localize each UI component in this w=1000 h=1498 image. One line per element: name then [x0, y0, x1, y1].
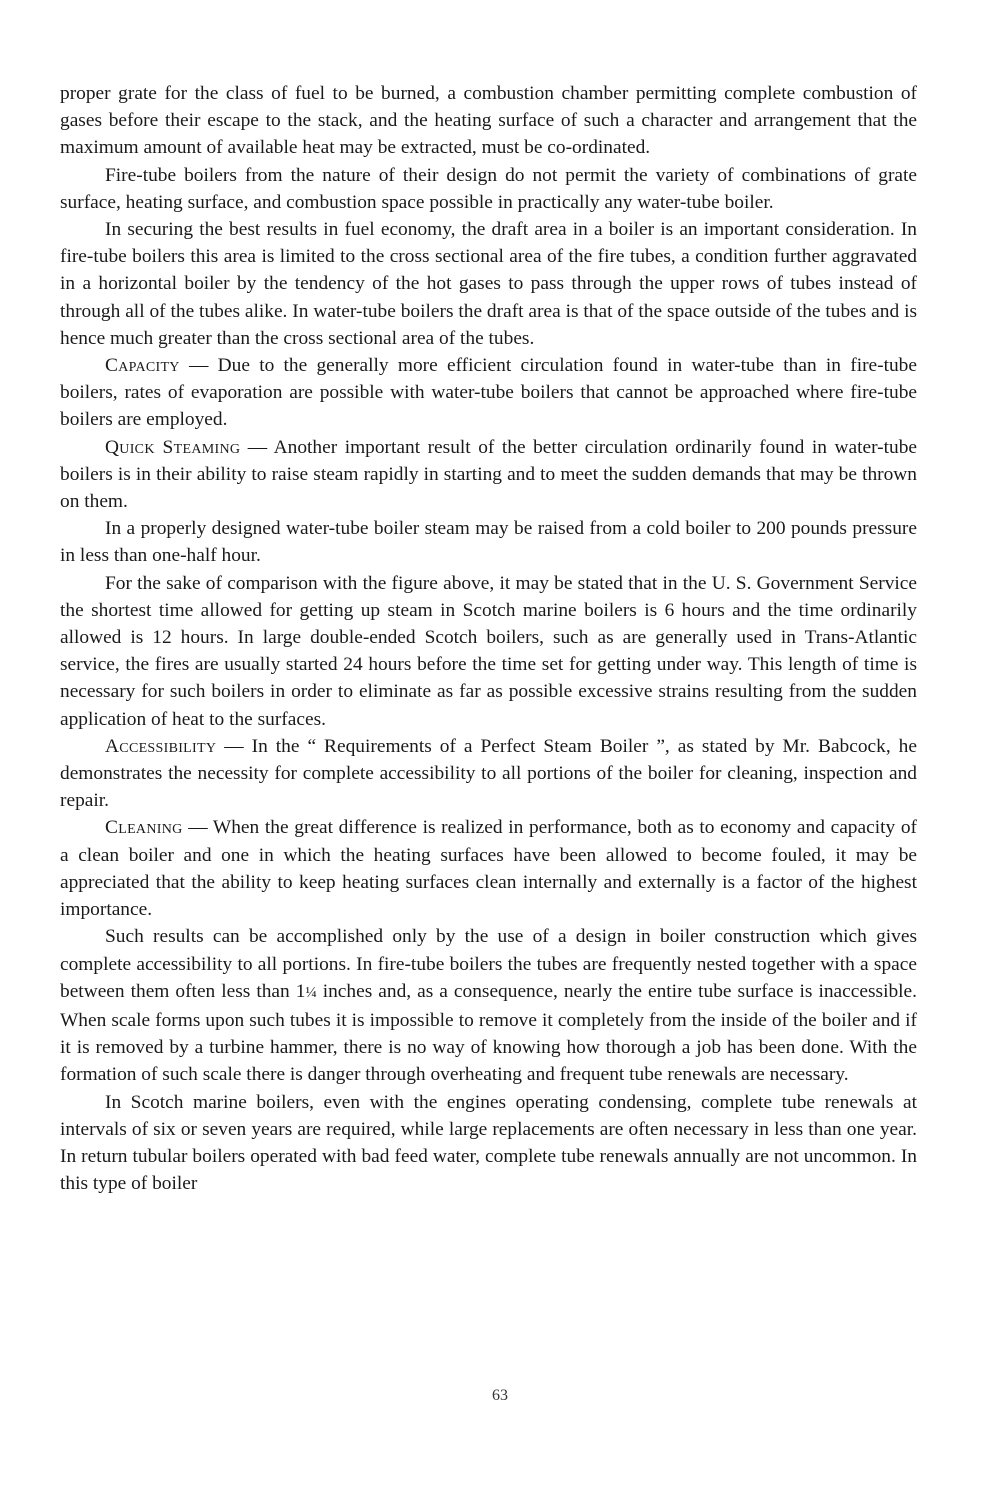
quick-steaming-text: — Another important result of the better circulation ordinarily found in water-tube boilers is in their ability to raise steam rapidly in starting and to meet the sudden demands that may be thrown on them. — [60, 436, 918, 513]
fraction-quarter: ¼ — [305, 984, 317, 1001]
paragraph-capacity — [60, 352, 917, 434]
paragraph-1 — [60, 80, 917, 162]
paragraph-3-text: In securing the best results in fuel economy, the draft area in a boiler is an important consideration. In fire-tube boilers this area is limited to the cross sectional area of the fire tubes, a condition further aggravated in a horizontal boiler by the tendency of the hot gases to pass through the upper rows of tubes instead of through all of the tubes alike. In water-tube boilers the draft area is that of the space outside of the tubes and is hence much greater than the cross sectional area of the tubes. — [60, 219, 917, 349]
capacity-heading: Capacity — [105, 355, 180, 377]
paragraph-cleaning — [60, 814, 917, 923]
cleaning-text: — When the great difference is realized in performance, both as to economy and capacity of a clean boiler and one in which the heating surfaces have been allowed to become fouled, it may be appreciated that the ability to keep heating surfaces clean internally and externally is a factor of the highest importance. — [60, 817, 917, 921]
body-text — [60, 80, 917, 1197]
cleaning-heading: Cleaning — [105, 817, 183, 839]
accessibility-text: — In the “ Requirements of a Perfect Steam Boiler ”, as stated by Mr. Babcock, he demonstrates the necessity for complete accessibility to all portions of the boiler for cleaning, inspection and repair. — [60, 735, 917, 812]
paragraph-7-text: For the sake of comparison with the figure above, it may be stated that in the U. S. Government Service the shortest time allowed for getting up steam in Scotch marine boilers is 6 hours and the time ordinarily allowed is 12 hours. In large double-ended Scotch boilers, such as are generally used in Trans-Atlantic service, the fires are usually started 24 hours before the time set for getting under way. This length of time is necessary for such boilers in order to eliminate as far as possible excessive strains resulting from the sudden application of heat to the surfaces. — [60, 572, 917, 730]
paragraph-11-text: In Scotch marine boilers, even with the engines operating condensing, complete tube renewals at intervals of six or seven years are required, while large replacements are often necessary in less than one year. In return tubular boilers operated with bad feed water, complete tube renewals annually are not uncommon. In this type of boiler — [60, 1091, 917, 1195]
paragraph-2-text: Fire-tube boilers from the nature of their design do not permit the variety of combinations of grate surface, heating surface, and combustion space possible in practically any water-tube boiler. — [60, 164, 917, 213]
accessibility-heading: Accessibility — [105, 735, 217, 757]
paragraph-10-text-b: inches and, as a consequence, nearly the entire tube surface is inaccessible. When scale forms upon such tubes it is impossible to remove it completely from the inside of the boiler and if it is removed by a turbine hammer, there is no way of knowing how thorough a job has been done. With the formation of such scale there is danger through overheating and frequent tube renewals are necessary. — [60, 980, 917, 1086]
paragraph-1-text: proper grate for the class of fuel to be burned, a combustion chamber permitting complete combustion of gases before their escape to the stack, and the heating surface of such a character and arrangement that the maximum amount of available heat may be extracted, must be co-ordinated. — [60, 83, 917, 159]
paragraph-11 — [60, 1089, 917, 1198]
paragraph-6-text: In a properly designed water-tube boiler steam may be raised from a cold boiler to 200 pounds pressure in less than one-half hour. — [60, 518, 917, 567]
quick-steaming-heading: Quick Steaming — [105, 436, 241, 458]
capacity-text: — Due to the generally more efficient circulation found in water-tube than in fire-tube boilers, rates of evaporation are possible with water-tube boilers that cannot be approached where fire-tube boilers are employed. — [60, 355, 917, 431]
paragraph-2 — [60, 162, 917, 216]
paragraph-7 — [60, 570, 917, 733]
paragraph-10-text-a: Such results can be accomplished only by the use of a design in boiler construction which gives complete accessibility to all portions. In fire-tube boilers the tubes are frequently nested together with a space between them often less than 1 — [60, 926, 917, 1002]
page-number: 63 — [492, 1387, 508, 1404]
paragraph-accessibility — [60, 733, 917, 815]
paragraph-10 — [60, 923, 917, 1088]
paragraph-quick-steaming — [60, 434, 917, 516]
paragraph-6 — [60, 515, 917, 569]
paragraph-3 — [60, 216, 917, 352]
